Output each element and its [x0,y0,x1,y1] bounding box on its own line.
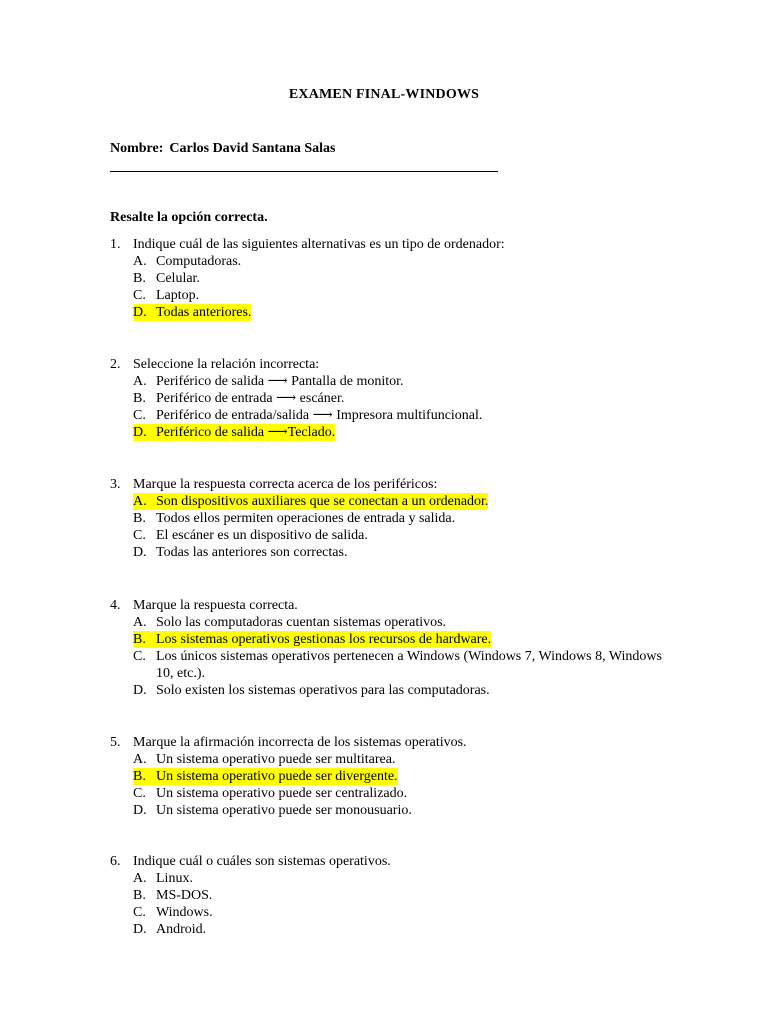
option-list [133,493,670,561]
option-letter: C. [133,408,146,423]
name-underline [110,171,498,172]
question-stem [110,734,670,751]
option-text: Un sistema operativo puede ser centralizado. [156,786,408,801]
name-line [110,140,336,157]
question-number: 4. [110,598,121,613]
option-text: Un sistema operativo puede ser monousuario. [156,803,412,818]
option-letter: D. [133,305,147,320]
question-text: Indique cuál de las siguientes alternativas es un tipo de ordenador: [133,237,505,252]
option-highlighted[interactable] [133,631,670,648]
option-text: Linux. [156,871,193,886]
option-letter: A. [133,254,147,269]
option-letter: A. [133,871,147,886]
question-number: 3. [110,477,121,492]
option-text: Un sistema operativo puede ser multitarea. [156,752,396,767]
option[interactable] [133,510,670,527]
question-text: Marque la afirmación incorrecta de los sistemas operativos. [133,735,467,750]
option-letter: C. [133,905,146,920]
option-list [133,870,670,938]
option[interactable] [133,390,670,407]
question-text: Marque la respuesta correcta. [133,598,298,613]
option[interactable] [133,407,670,424]
instructions: Resalte la opción correcta. [110,210,268,225]
question-4 [110,597,670,699]
question-2 [110,356,670,441]
option-text: Computadoras. [156,254,242,269]
option[interactable] [133,921,670,938]
option-text: Todas anteriores. [156,305,252,320]
option-text: Periférico de entrada/salida ⟶ Impresora multifuncional. [156,408,483,423]
option[interactable] [133,544,670,561]
option-text: El escáner es un dispositivo de salida. [156,528,368,543]
question-stem [110,597,670,614]
question-stem [110,476,670,493]
question-3 [110,476,670,561]
question-text: Marque la respuesta correcta acerca de los periféricos: [133,477,438,492]
option[interactable] [133,785,670,802]
option-letter: D. [133,683,147,698]
option-text: Todas las anteriores son correctas. [156,545,348,560]
option-letter: A. [133,494,147,509]
option-text: Todos ellos permiten operaciones de entrada y salida. [156,511,456,526]
question-stem [110,236,670,253]
option-text: Android. [156,922,207,937]
option-highlighted[interactable] [133,768,670,785]
question-text: Seleccione la relación incorrecta: [133,357,320,372]
option-list [133,614,670,699]
option[interactable] [133,870,670,887]
option-letter: B. [133,271,146,286]
option[interactable] [133,253,670,270]
option-text: Un sistema operativo puede ser divergente. [156,769,398,784]
option-highlighted[interactable] [133,304,670,321]
option-list [133,373,670,441]
question-1 [110,236,670,321]
option-letter: B. [133,391,146,406]
option-letter: D. [133,922,147,937]
option[interactable] [133,527,670,544]
option[interactable] [133,751,670,768]
option-letter: B. [133,769,146,784]
option-letter: B. [133,511,146,526]
option[interactable] [133,287,670,304]
question-number: 5. [110,735,121,750]
option-list [133,253,670,321]
option-text: Periférico de salida ⟶ Pantalla de monitor. [156,374,404,389]
option-letter: B. [133,888,146,903]
option-letter: D. [133,803,147,818]
question-stem [110,356,670,373]
option-text: Periférico de salida ⟶Teclado. [156,425,336,440]
option-text: Windows. [156,905,213,920]
question-number: 2. [110,357,121,372]
option-letter: C. [133,528,146,543]
option-text: Periférico de entrada ⟶ escáner. [156,391,345,406]
name-value: Carlos David Santana Salas [169,141,336,156]
option-text: Laptop. [156,288,200,303]
option-text: Los sistemas operativos gestionas los recursos de hardware. [156,632,492,647]
option[interactable] [133,682,670,699]
option[interactable] [133,648,670,682]
option-text: Son dispositivos auxiliares que se conectan a un ordenador. [156,494,489,509]
option[interactable] [133,614,670,631]
option-letter: A. [133,752,147,767]
document-title: EXAMEN FINAL-WINDOWS [288,87,480,102]
option-letter: C. [133,649,146,664]
question-text: Indique cuál o cuáles son sistemas operativos. [133,854,391,869]
option-text: MS-DOS. [156,888,213,903]
question-stem [110,853,670,870]
option-text: Solo las computadoras cuentan sistemas operativos. [156,615,447,630]
option-letter: A. [133,615,147,630]
option[interactable] [133,373,670,390]
option-letter: C. [133,786,146,801]
option[interactable] [133,887,670,904]
option-text: Los únicos sistemas operativos pertenecen a Windows (Windows 7, Windows 8, Windows 10, etc.). [156,649,662,681]
option-highlighted[interactable] [133,493,670,510]
option-letter: C. [133,288,146,303]
option[interactable] [133,904,670,921]
option-letter: B. [133,632,146,647]
option-letter: D. [133,545,147,560]
option-text: Solo existen los sistemas operativos para las computadoras. [156,683,490,698]
question-number: 1. [110,237,121,252]
question-number: 6. [110,854,121,869]
question-5 [110,734,670,819]
option[interactable] [133,802,670,819]
option[interactable] [133,270,670,287]
option-highlighted[interactable] [133,424,670,441]
name-label: Nombre: [110,141,164,156]
option-letter: D. [133,425,147,440]
option-letter: A. [133,374,147,389]
option-list [133,751,670,819]
option-text: Celular. [156,271,200,286]
question-6 [110,853,670,938]
